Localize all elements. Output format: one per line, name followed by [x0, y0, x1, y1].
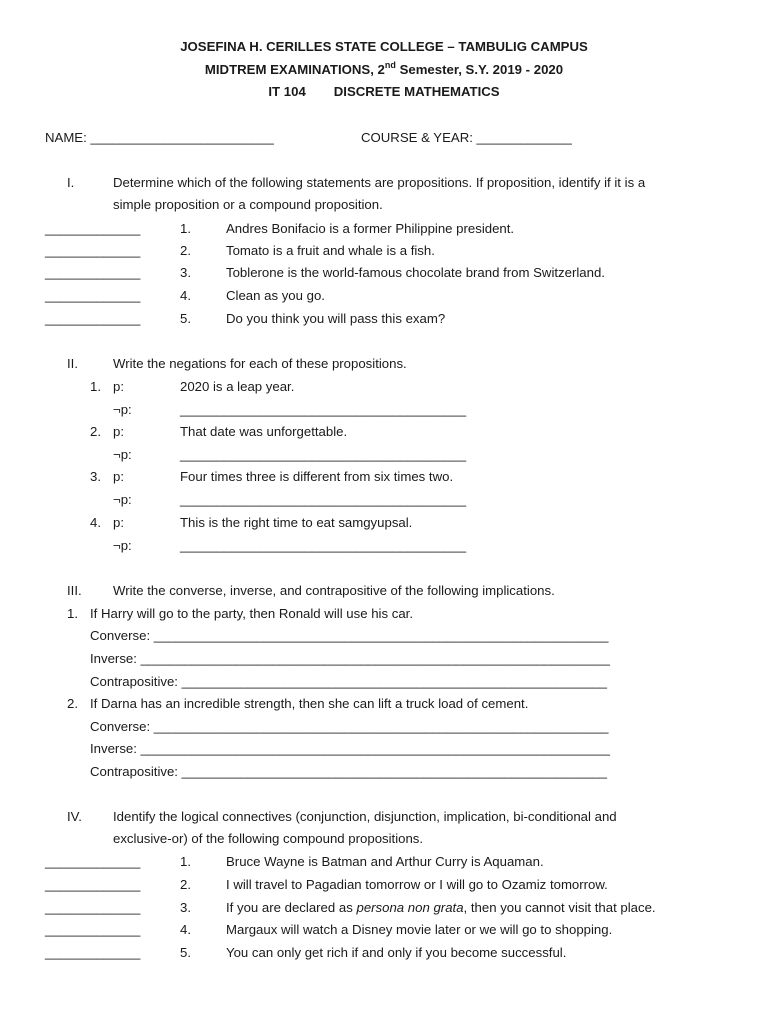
course-title-line	[0, 84, 768, 100]
converse-field[interactable]	[90, 628, 609, 644]
item-text-italic: persona non grata	[356, 900, 464, 915]
proposition-text: That date was unforgettable.	[180, 424, 348, 439]
item-number: 2.	[180, 877, 191, 892]
item-number: 3.	[180, 265, 191, 280]
answer-blank[interactable]: _____________	[45, 877, 141, 892]
answer-blank[interactable]: _____________	[45, 221, 141, 236]
part3-instruction: Write the converse, inverse, and contrapositive of the following implications.	[113, 583, 555, 598]
course-code: IT 104	[268, 84, 306, 99]
inverse-label: Inverse:	[90, 651, 141, 666]
exam-title	[0, 59, 768, 78]
school-title: JOSEFINA H. CERILLES STATE COLLEGE – TAMBULIG CAMPUS	[180, 39, 588, 54]
item-text-pre: If you are declared as	[226, 900, 357, 915]
item-number: 4.	[180, 288, 191, 303]
part2-number: II.	[67, 356, 78, 371]
part1-instruction-line1: Determine which of the following statements are propositions. If proposition, identify if it is a	[113, 175, 646, 190]
item-text-post: , then you cannot visit that place.	[463, 900, 656, 915]
item-number: 5.	[180, 311, 191, 326]
p-label: p:	[113, 379, 124, 394]
item-number: 3.	[90, 469, 101, 484]
answer-blank[interactable]: _____________	[45, 311, 141, 326]
inverse-blank: ________________________________________________________________	[140, 651, 610, 666]
name-label: NAME:	[45, 130, 91, 145]
negation-label: ¬p:	[113, 538, 132, 553]
negation-blank[interactable]: _______________________________________	[180, 492, 467, 507]
item-text: Toblerone is the world-famous chocolate brand from Switzerland.	[226, 265, 605, 280]
item-number: 2.	[90, 424, 101, 439]
course-year-blank: _____________	[476, 130, 572, 145]
name-blank: _________________________	[90, 130, 274, 145]
part4-number: IV.	[67, 809, 82, 824]
item-text: You can only get rich if and only if you become successful.	[226, 945, 567, 960]
implication-text: If Darna has an incredible strength, then she can lift a truck load of cement.	[90, 696, 529, 711]
converse-blank: ______________________________________________________________	[153, 628, 609, 643]
answer-blank[interactable]: _____________	[45, 265, 141, 280]
contrapositive-label: Contrapositive:	[90, 764, 182, 779]
item-text: Bruce Wayne is Batman and Arthur Curry is Aquaman.	[226, 854, 544, 869]
p-label: p:	[113, 424, 124, 439]
item-number: 1.	[90, 379, 101, 394]
contrapositive-label: Contrapositive:	[90, 674, 182, 689]
proposition-text: This is the right time to eat samgyupsal.	[180, 515, 413, 530]
exam-title-pre: MIDTREM EXAMINATIONS, 2	[204, 62, 385, 77]
negation-label: ¬p:	[113, 402, 132, 417]
part4-instruction-line1: Identify the logical connectives (conjunction, disjunction, implication, bi-conditional and	[113, 809, 617, 824]
contrapositive-blank: __________________________________________________________	[181, 764, 608, 779]
negation-blank[interactable]: _______________________________________	[180, 538, 467, 553]
item-number: 1.	[180, 221, 191, 236]
item-number: 2.	[180, 243, 191, 258]
item-text: Tomato is a fruit and whale is a fish.	[226, 243, 435, 258]
course-year-field[interactable]	[361, 130, 572, 146]
answer-blank[interactable]: _____________	[45, 854, 141, 869]
inverse-label: Inverse:	[90, 741, 141, 756]
contrapositive-field[interactable]	[90, 764, 607, 780]
inverse-blank: ________________________________________________________________	[140, 741, 610, 756]
item-text: Do you think you will pass this exam?	[226, 311, 446, 326]
contrapositive-field[interactable]	[90, 674, 607, 690]
contrapositive-blank: __________________________________________________________	[181, 674, 608, 689]
exam-title-post: Semester, S.Y. 2019 - 2020	[395, 62, 564, 77]
part2-instruction: Write the negations for each of these propositions.	[113, 356, 407, 371]
item-text: I will travel to Pagadian tomorrow or I will go to Ozamiz tomorrow.	[226, 877, 608, 892]
part1-instruction-line2: simple proposition or a compound proposition.	[113, 197, 383, 212]
answer-blank[interactable]: _____________	[45, 900, 141, 915]
converse-label: Converse:	[90, 719, 154, 734]
item-number: 4.	[180, 922, 191, 937]
proposition-text: Four times three is different from six times two.	[180, 469, 454, 484]
answer-blank[interactable]: _____________	[45, 243, 141, 258]
course-title: DISCRETE MATHEMATICS	[333, 84, 500, 99]
p-label: p:	[113, 515, 124, 530]
name-field[interactable]	[45, 130, 274, 146]
item-number: 1.	[180, 854, 191, 869]
converse-blank: ______________________________________________________________	[153, 719, 609, 734]
inverse-field[interactable]	[90, 741, 610, 757]
item-number: 4.	[90, 515, 101, 530]
item-number: 2.	[67, 696, 78, 711]
part1-number: I.	[67, 175, 75, 190]
converse-label: Converse:	[90, 628, 154, 643]
proposition-text: 2020 is a leap year.	[180, 379, 295, 394]
negation-label: ¬p:	[113, 492, 132, 507]
negation-label: ¬p:	[113, 447, 132, 462]
p-label: p:	[113, 469, 124, 484]
implication-text: If Harry will go to the party, then Ronald will use his car.	[90, 606, 413, 621]
converse-field[interactable]	[90, 719, 609, 735]
negation-blank[interactable]: _______________________________________	[180, 402, 467, 417]
answer-blank[interactable]: _____________	[45, 922, 141, 937]
item-text: Andres Bonifacio is a former Philippine president.	[226, 221, 515, 236]
answer-blank[interactable]: _____________	[45, 945, 141, 960]
item-text	[226, 900, 656, 916]
negation-blank[interactable]: _______________________________________	[180, 447, 467, 462]
item-number: 5.	[180, 945, 191, 960]
exam-title-sup: nd	[384, 59, 396, 70]
answer-blank[interactable]: _____________	[45, 288, 141, 303]
inverse-field[interactable]	[90, 651, 610, 667]
part3-number: III.	[67, 583, 82, 598]
item-number: 3.	[180, 900, 191, 915]
course-year-label: COURSE & YEAR:	[361, 130, 477, 145]
item-text: Clean as you go.	[226, 288, 325, 303]
item-text: Margaux will watch a Disney movie later or we will go to shopping.	[226, 922, 613, 937]
item-number: 1.	[67, 606, 78, 621]
part4-instruction-line2: exclusive-or) of the following compound propositions.	[113, 831, 424, 846]
